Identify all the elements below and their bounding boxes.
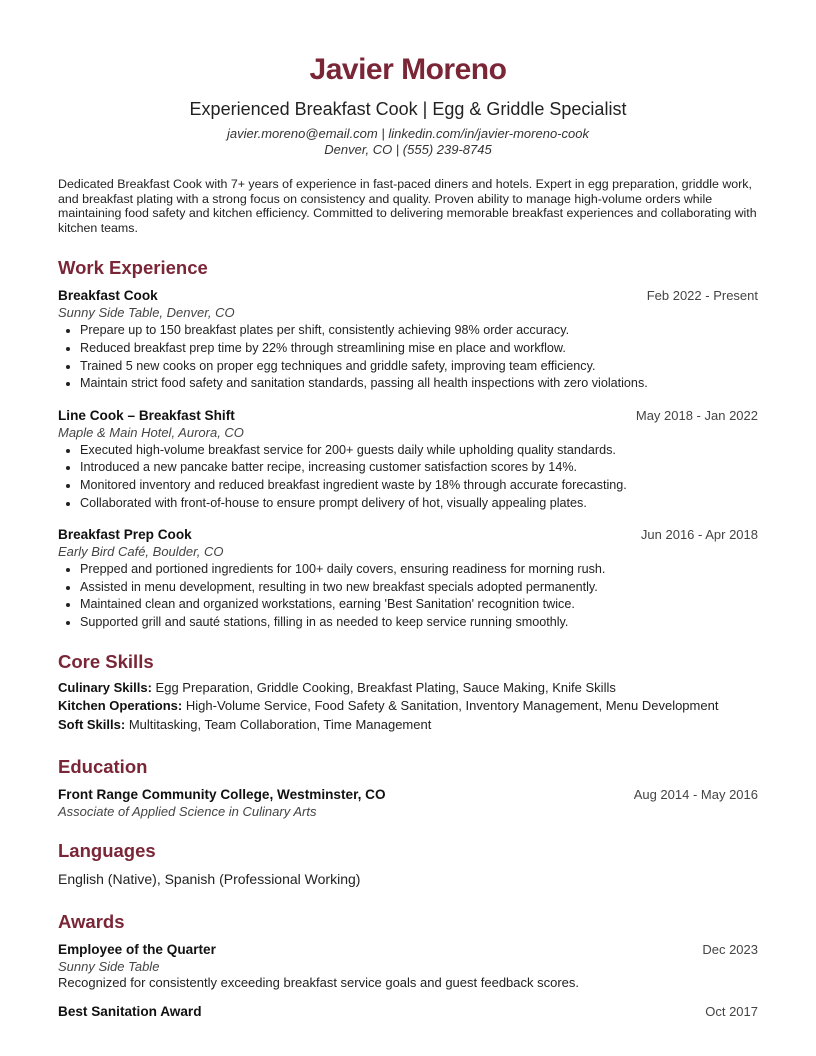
job-header: [58, 287, 758, 305]
job-bullets: [58, 561, 758, 631]
degree: Associate of Applied Science in Culinary Arts: [58, 804, 317, 820]
skill-line-soft: [58, 716, 758, 735]
skills-list: [58, 679, 758, 735]
award-header: [58, 1003, 758, 1021]
section-title-work: Work Experience: [58, 257, 208, 279]
skill-value: Multitasking, Team Collaboration, Time Management: [128, 716, 432, 732]
award-title: Employee of the Quarter: [58, 942, 216, 958]
job-bullet: • Introduced a new pancake batter recipe, increasing customer satisfaction scores by 14%.: [80, 459, 758, 477]
contact-line-email-linkedin: javier.moreno@email.com | linkedin.com/in/javier-moreno-cook: [227, 126, 589, 141]
job-bullet: • Reduced breakfast prep time by 22% through streamlining mise en place and workflow.: [80, 340, 758, 358]
job-title: Breakfast Cook: [58, 288, 158, 304]
education-entry: [58, 786, 758, 820]
languages-text: English (Native), Spanish (Professional Working): [58, 871, 361, 888]
school-name: Front Range Community College, Westminster, CO: [58, 787, 386, 803]
job-employer: Maple & Main Hotel, Aurora, CO: [58, 424, 244, 440]
skill-line-kitchen-operations: [58, 697, 758, 716]
award-description: Recognized for consistently exceeding breakfast service goals and guest feedback scores.: [58, 975, 580, 991]
section-title-languages: Languages: [58, 840, 156, 862]
job-bullet: • Prepped and portioned ingredients for 100+ daily covers, ensuring readiness for morning rush.: [80, 561, 758, 579]
job-bullet: • Assisted in menu development, resulting in two new breakfast specials adopted permanently.: [80, 579, 758, 597]
job-employer: Early Bird Café, Boulder, CO: [58, 544, 224, 560]
job-title: Breakfast Prep Cook: [58, 527, 192, 543]
candidate-name: Javier Moreno: [309, 53, 507, 86]
job-dates: May 2018 - Jan 2022: [635, 407, 758, 423]
job-dates: Jun 2016 - Apr 2018: [640, 527, 758, 543]
job-bullet: • Monitored inventory and reduced breakfast ingredient waste by 18% through accurate forecasting.: [80, 477, 758, 495]
job-bullet: • Prepare up to 150 breakfast plates per shift, consistently achieving 98% order accuracy.: [80, 322, 758, 340]
job-bullet: • Supported grill and sauté stations, filling in as needed to keep service running smoothly.: [80, 614, 758, 632]
skill-label: Soft Skills:: [58, 716, 126, 732]
job-bullet: • Maintain strict food safety and sanitation standards, passing all health inspections with zero violations.: [80, 375, 758, 393]
award-date: Oct 2017: [705, 1004, 758, 1020]
job-bullets: [58, 322, 758, 392]
job-bullets: [58, 442, 758, 512]
skill-value: High-Volume Service, Food Safety & Sanitation, Inventory Management, Menu Development: [185, 698, 719, 714]
skill-value: Egg Preparation, Griddle Cooking, Breakfast Plating, Sauce Making, Knife Skills: [155, 679, 616, 695]
job-header: [58, 407, 758, 425]
section-title-education: Education: [58, 756, 148, 778]
headline: Experienced Breakfast Cook | Egg & Griddle Specialist: [189, 99, 627, 119]
contact-line-location-phone: Denver, CO | (555) 239-8745: [324, 142, 492, 157]
job-bullet: • Collaborated with front-of-house to ensure prompt delivery of hot, visually appealing plates.: [80, 495, 758, 513]
job-header: [58, 526, 758, 544]
job-entry: [58, 526, 758, 631]
job-bullet: • Executed high-volume breakfast service for 200+ guests daily while upholding quality standards.: [80, 442, 758, 460]
job-entry: [58, 287, 758, 392]
award-entry: [58, 1003, 758, 1021]
skill-label: Kitchen Operations:: [58, 698, 183, 714]
skill-label: Culinary Skills:: [58, 679, 152, 695]
job-bullet: • Maintained clean and organized workstations, earning 'Best Sanitation' recognition twice.: [80, 596, 758, 614]
award-header: [58, 941, 758, 959]
job-dates: Feb 2022 - Present: [646, 288, 758, 304]
education-dates: Aug 2014 - May 2016: [633, 787, 758, 803]
job-title: Line Cook – Breakfast Shift: [58, 407, 235, 423]
section-title-awards: Awards: [58, 911, 125, 933]
job-bullet: • Trained 5 new cooks on proper egg techniques and griddle safety, improving team efficiency.: [80, 358, 758, 376]
education-header: [58, 786, 758, 804]
award-date: Dec 2023: [702, 942, 758, 958]
summary: Dedicated Breakfast Cook with 7+ years of experience in fast-paced diners and hotels. Expert in egg preparation, griddle work, and breakfast plating with a strong focus on consistency and quality. Proven ability to manage high-volume orders while maintaining food safety and kitchen efficiency. Committed to delivering memorable breakfast experiences and collaborating with kitchen teams.: [58, 177, 757, 235]
award-org: Sunny Side Table: [58, 959, 160, 975]
job-employer: Sunny Side Table, Denver, CO: [58, 305, 235, 321]
contact-info: [58, 126, 758, 158]
skill-line-culinary: [58, 679, 758, 698]
section-title-skills: Core Skills: [58, 650, 154, 672]
job-entry: [58, 407, 758, 512]
award-entry: [58, 941, 758, 990]
award-title: Best Sanitation Award: [58, 1004, 202, 1020]
